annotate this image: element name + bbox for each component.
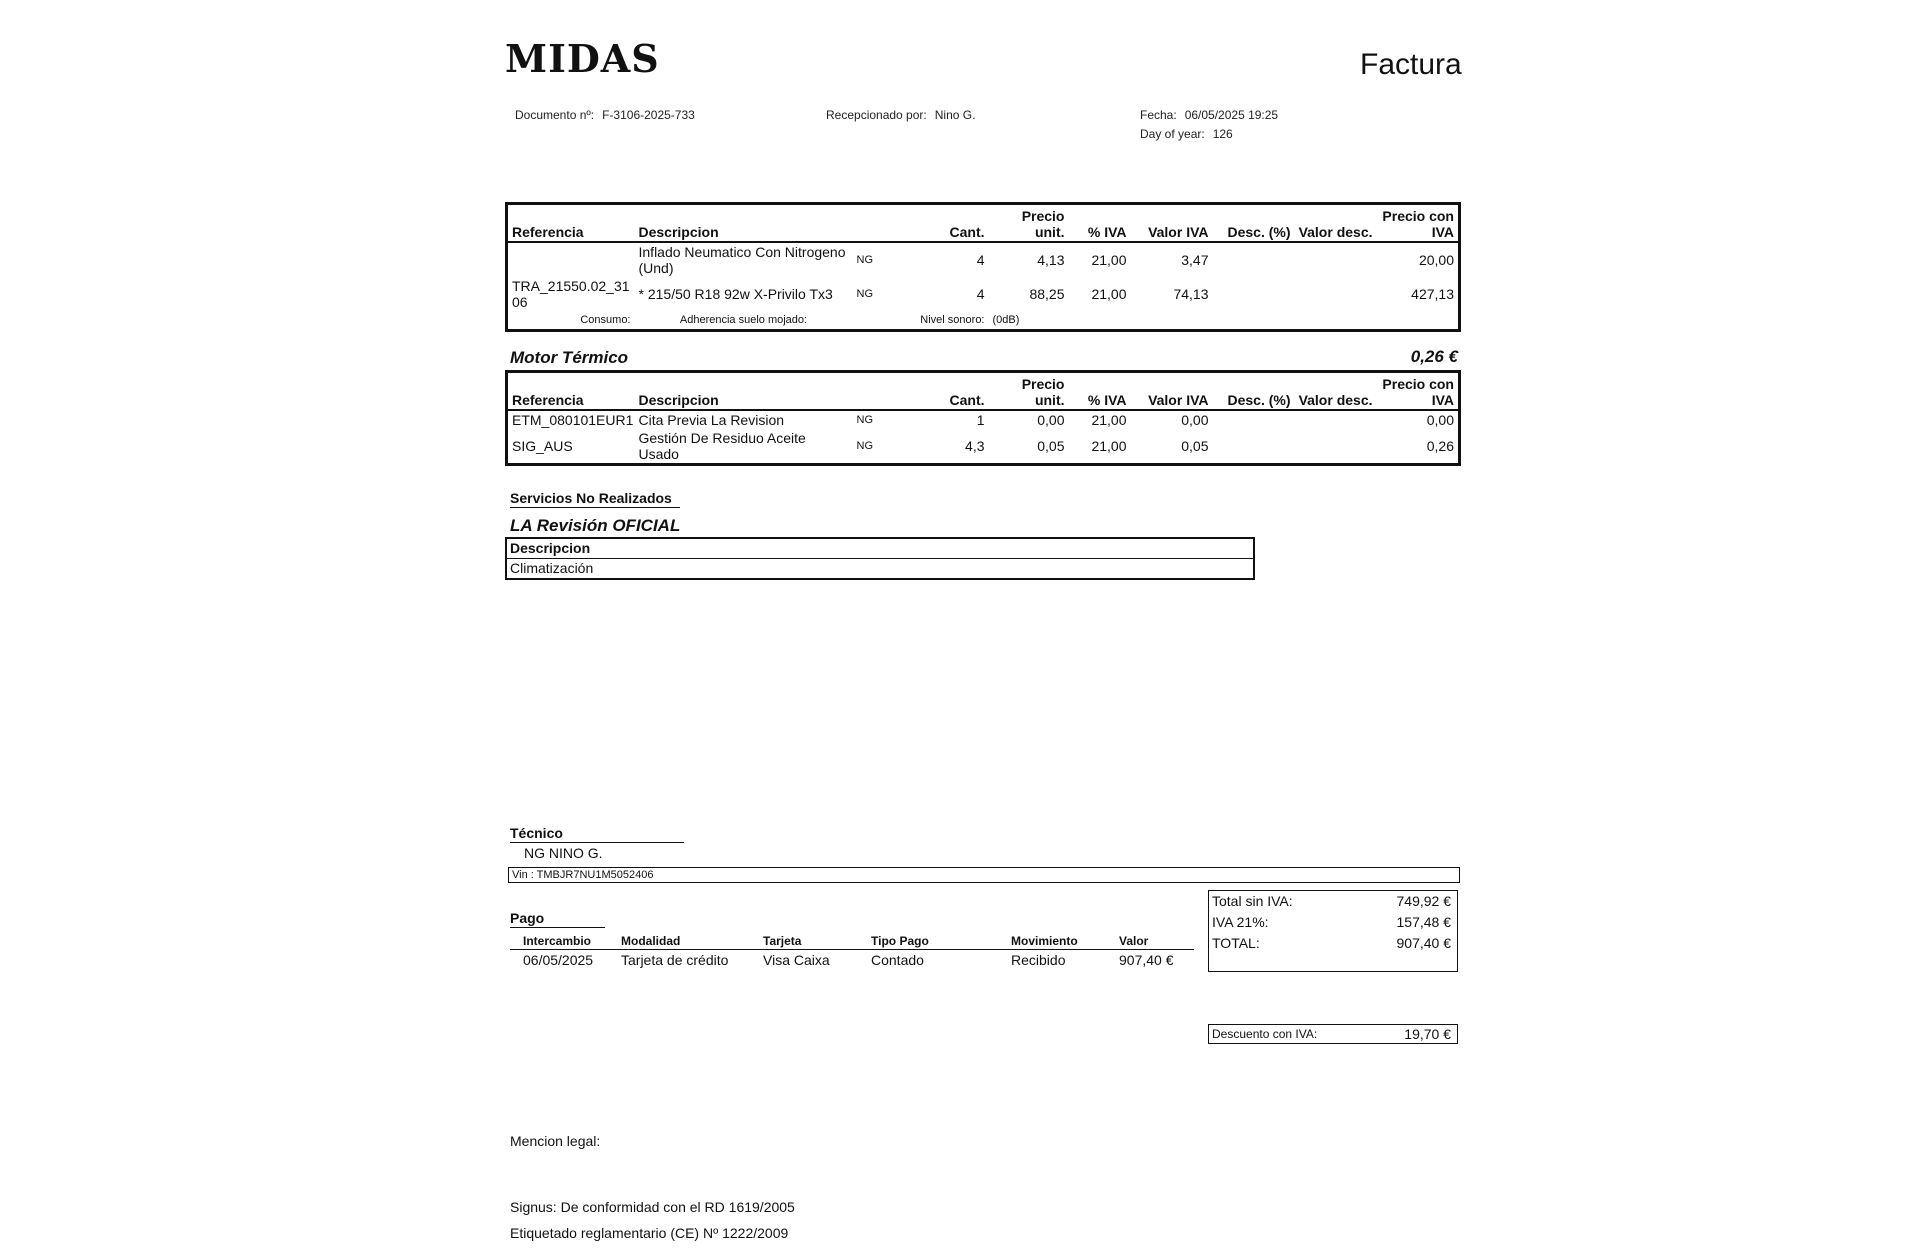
- descuento-box: [1208, 1024, 1458, 1044]
- col-precio-con-iva: Precio con IVA: [1377, 372, 1460, 411]
- cell-ref: SIG_AUS: [512, 438, 573, 454]
- cell-desc: Climatización: [506, 559, 1254, 580]
- iva-label: IVA 21%:: [1212, 914, 1269, 930]
- col-precio-unit: Precio unit.: [989, 372, 1069, 411]
- vin-box: [508, 867, 1460, 883]
- descuento-value: 19,70 €: [1404, 1026, 1451, 1042]
- col-desc-pct: Desc. (%): [1213, 372, 1295, 411]
- cell-desc-pct: [1213, 410, 1295, 429]
- pago-title: Pago: [510, 910, 605, 928]
- nivel-sonoro-label: Nivel sonoro:: [920, 314, 985, 326]
- cell-desc: Inflado Neumatico Con Nitrogeno (Und): [638, 244, 846, 276]
- cell-pct-iva: 21,00: [1091, 286, 1127, 302]
- table-header: [510, 932, 1194, 950]
- table-row: [507, 410, 1460, 429]
- col-descripcion: Descripcion: [635, 372, 853, 411]
- cell-cant: 4,3: [965, 438, 985, 454]
- consumo-label: Consumo:: [580, 314, 631, 326]
- col-descripcion: Descripcion: [635, 204, 853, 243]
- tecnico-name: NG NINO G.: [524, 845, 603, 861]
- day-label: Day of year:: [1140, 127, 1205, 141]
- iva-value: 157,48 €: [1396, 914, 1451, 930]
- recepcionado: [826, 108, 975, 122]
- cell-cant: 1: [976, 412, 985, 428]
- items-table-2: [505, 370, 1461, 466]
- etiquetado-note: Etiquetado reglamentario (CE) Nº 1222/2009: [510, 1225, 789, 1241]
- cell-desc: * 215/50 R18 92w X-Privilo Tx3: [638, 286, 833, 302]
- descuento-row: [1209, 1025, 1457, 1043]
- table-row: [507, 242, 1460, 277]
- documento-label: Documento nº:: [515, 108, 595, 122]
- servicios-title: Servicios No Realizados: [510, 490, 680, 508]
- cell-pct-iva: 21,00: [1091, 412, 1127, 428]
- motor-termico-amount: 0,26 €: [1410, 347, 1458, 366]
- cell-valor-desc: [1295, 429, 1377, 465]
- col-cant: Cant.: [921, 372, 989, 411]
- col-precio-unit: Precio unit.: [989, 204, 1069, 243]
- total-sin-iva-row: [1209, 891, 1457, 912]
- col-code: [853, 204, 921, 243]
- col-desc-pct: Desc. (%): [1213, 204, 1295, 243]
- iva-row: [1209, 912, 1457, 933]
- col-pct-iva: % IVA: [1069, 204, 1131, 243]
- cell-desc-pct: [1213, 429, 1295, 465]
- day-of-year: [1140, 127, 1233, 141]
- col-valor-iva: Valor IVA: [1131, 204, 1213, 243]
- table-row: [507, 429, 1460, 465]
- db-value: (0dB): [992, 314, 1020, 326]
- cell-precio: 88,25: [1029, 286, 1065, 302]
- tyre-label-row: [507, 311, 1460, 331]
- documento-value: F-3106-2025-733: [602, 108, 695, 122]
- col-code: [853, 372, 921, 411]
- cell-valor-desc: [1295, 277, 1377, 311]
- cell-code: NG: [856, 414, 873, 426]
- col-precio-con-iva: Precio con IVA: [1377, 204, 1460, 243]
- col-movimiento: Movimiento: [998, 932, 1106, 950]
- cell-tipo-pago: Contado: [871, 952, 924, 968]
- cell-ref: [507, 242, 635, 277]
- col-descripcion: Descripcion: [506, 538, 1254, 559]
- total-value: 907,40 €: [1396, 935, 1451, 951]
- cell-valor-desc: [1295, 410, 1377, 429]
- vin-value: Vin : TMBJR7NU1M5052406: [512, 869, 654, 881]
- midas-logo: MIDAS: [505, 36, 660, 81]
- cell-valor-iva: 0,05: [1181, 438, 1209, 454]
- cell-total: 427,13: [1411, 286, 1454, 302]
- cell-valor-iva: 74,13: [1173, 286, 1209, 302]
- cell-code: NG: [856, 440, 873, 452]
- cell-total: 20,00: [1418, 252, 1454, 268]
- pago-table: [510, 932, 1194, 970]
- col-valor: Valor: [1106, 932, 1194, 950]
- cell-cant: 4: [976, 286, 985, 302]
- table-header: [507, 372, 1460, 411]
- servicios-table: [505, 537, 1255, 580]
- col-valor-iva: Valor IVA: [1131, 372, 1213, 411]
- recepcionado-label: Recepcionado por:: [826, 108, 927, 122]
- cell-tarjeta: Visa Caixa: [763, 952, 830, 968]
- cell-precio: 0,00: [1037, 412, 1065, 428]
- signus-note: Signus: De conformidad con el RD 1619/2005: [510, 1199, 795, 1215]
- total-sin-iva-label: Total sin IVA:: [1212, 893, 1293, 909]
- total-row: [1209, 933, 1457, 954]
- recepcionado-value: Nino G.: [934, 108, 976, 122]
- cell-ref: TRA_21550.02_3106: [512, 278, 630, 310]
- cell-total: 0,00: [1426, 412, 1454, 428]
- cell-valor-iva: 3,47: [1181, 252, 1209, 268]
- table-row: [506, 559, 1254, 580]
- cell-pct-iva: 21,00: [1091, 252, 1127, 268]
- cell-precio: 4,13: [1037, 252, 1065, 268]
- cell-code: NG: [856, 288, 873, 300]
- document-title: Factura: [1360, 48, 1462, 81]
- cell-cant: 4: [976, 252, 985, 268]
- table-row: [510, 950, 1194, 971]
- table-row: [507, 277, 1460, 311]
- cell-intercambio: 06/05/2025: [523, 952, 594, 968]
- table-header: [507, 204, 1460, 243]
- fecha: [1140, 108, 1278, 122]
- cell-valor-desc: [1295, 242, 1377, 277]
- cell-ref: ETM_080101EUR1: [512, 412, 634, 428]
- cell-desc: Cita Previa La Revision: [638, 412, 785, 428]
- cell-desc: Gestión De Residuo Aceite Usado: [638, 430, 806, 462]
- day-value: 126: [1212, 127, 1233, 141]
- cell-pct-iva: 21,00: [1091, 438, 1127, 454]
- fecha-value: 06/05/2025 19:25: [1184, 108, 1279, 122]
- cell-total: 0,26: [1426, 438, 1454, 454]
- motor-termico-title: Motor Térmico: [510, 348, 629, 367]
- table-header: [506, 538, 1254, 559]
- cell-code: NG: [856, 254, 873, 266]
- col-pct-iva: % IVA: [1069, 372, 1131, 411]
- col-referencia: Referencia: [507, 204, 635, 243]
- cell-modalidad: Tarjeta de crédito: [621, 952, 729, 968]
- col-cant: Cant.: [921, 204, 989, 243]
- tecnico-title: Técnico: [510, 825, 684, 843]
- col-tarjeta: Tarjeta: [750, 932, 858, 950]
- cell-valor-iva: 0,00: [1181, 412, 1209, 428]
- col-valor-desc: Valor desc.: [1295, 204, 1377, 243]
- col-referencia: Referencia: [507, 372, 635, 411]
- cell-desc-pct: [1213, 277, 1295, 311]
- total-sin-iva-value: 749,92 €: [1396, 893, 1451, 909]
- descuento-label: Descuento con IVA:: [1212, 1027, 1318, 1041]
- documento-number: [515, 108, 695, 122]
- totals-box: [1208, 890, 1458, 972]
- cell-valor: 907,40 €: [1119, 952, 1174, 968]
- total-label: TOTAL:: [1212, 935, 1260, 951]
- cell-desc-pct: [1213, 242, 1295, 277]
- col-valor-desc: Valor desc.: [1295, 372, 1377, 411]
- cell-precio: 0,05: [1037, 438, 1065, 454]
- col-modalidad: Modalidad: [608, 932, 750, 950]
- adherencia-label: Adherencia suelo mojado:: [679, 314, 808, 326]
- items-table-1: [505, 202, 1461, 332]
- revision-oficial-title: LA Revisión OFICIAL: [510, 516, 681, 535]
- fecha-label: Fecha:: [1140, 108, 1177, 122]
- cell-movimiento: Recibido: [1011, 952, 1066, 968]
- mencion-legal: Mencion legal:: [510, 1133, 601, 1149]
- col-tipo-pago: Tipo Pago: [858, 932, 998, 950]
- col-intercambio: Intercambio: [510, 932, 608, 950]
